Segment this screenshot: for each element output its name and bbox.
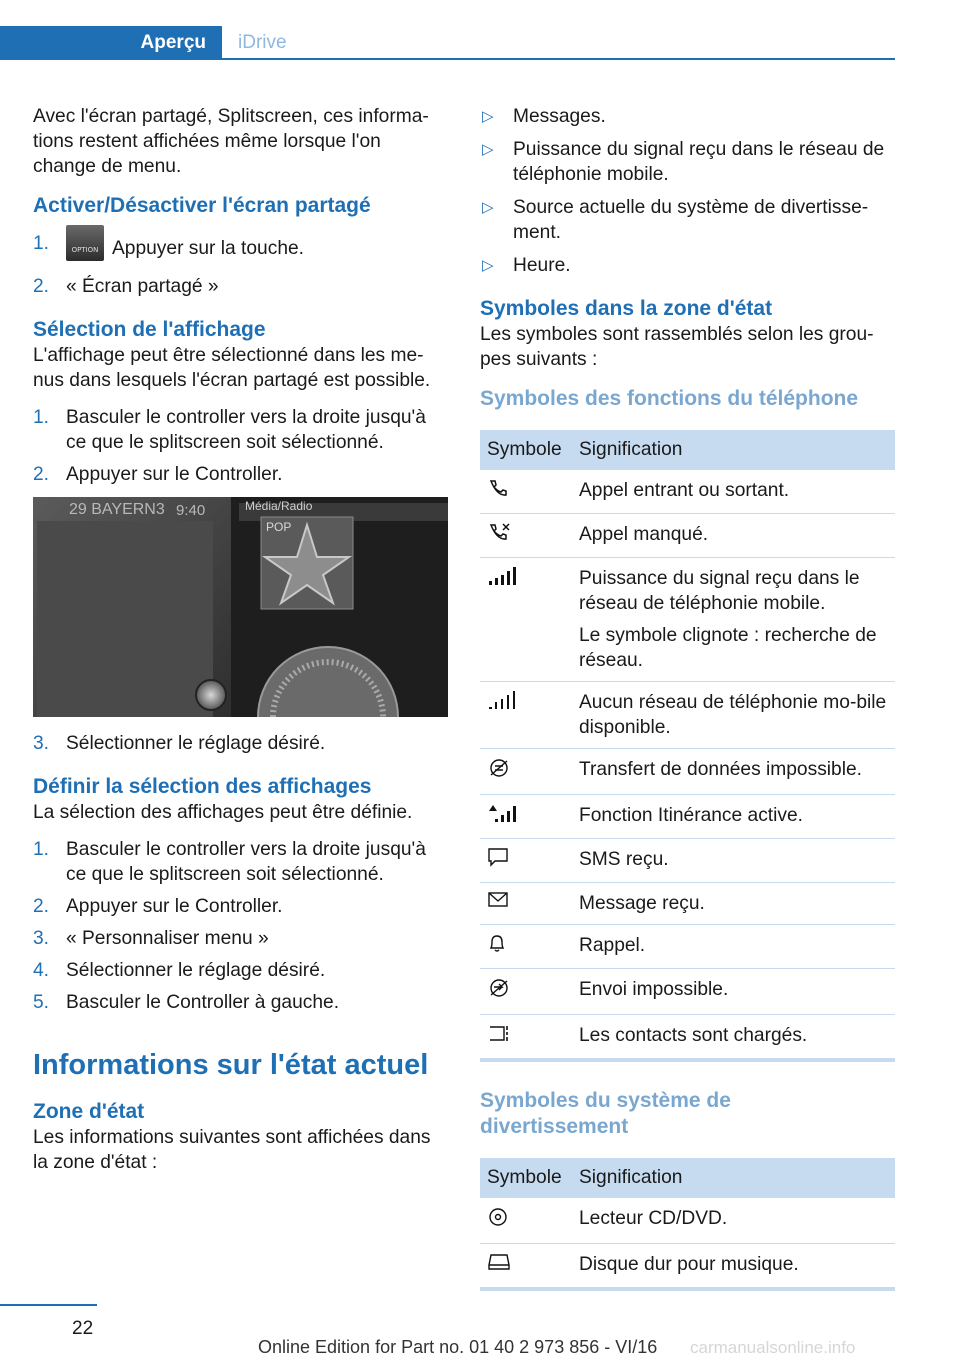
selection-step-3 <box>33 731 448 756</box>
phone-symbols-table <box>480 430 895 1062</box>
table-row <box>480 682 895 749</box>
contacts-loaded-icon <box>480 1015 572 1061</box>
step-item <box>33 894 448 919</box>
tab-apercu[interactable]: Aperçu <box>0 26 222 60</box>
list-item-text: Source actuelle du système de divertisse-ment. <box>513 197 869 243</box>
bell-icon <box>480 925 572 969</box>
column-header-meaning: Signification <box>572 1158 895 1198</box>
header-bar <box>0 26 895 60</box>
step-number: 3. <box>33 733 50 754</box>
step-text: « Écran partagé » <box>66 276 219 297</box>
step-number: 2. <box>33 276 50 297</box>
step-text: Basculer le Controller à gauche. <box>66 992 340 1013</box>
table-cell-meaning: SMS reçu. <box>572 839 895 883</box>
step-item <box>33 990 448 1015</box>
table-cell-meaning: Appel manqué. <box>572 514 895 558</box>
page-number: 22 <box>72 1318 94 1339</box>
step-number: 1. <box>33 407 50 428</box>
heading-phone-symbols: Symboles des fonctions du téléphone <box>480 387 859 410</box>
selection-steps <box>33 405 448 487</box>
heading-entertainment-symbols: Symboles du système de divertissement <box>480 1089 731 1138</box>
status-info-list <box>480 104 895 278</box>
signal-strength-icon <box>480 558 572 682</box>
define-paragraph: La sélection des affichages peut être définie. <box>33 802 413 823</box>
zone-paragraph: Les informations suivantes sont affichées dans la zone d'état : <box>33 1127 431 1173</box>
step-number: 2. <box>33 464 50 485</box>
step-number: 1. <box>33 233 50 254</box>
genre-label: POP <box>266 520 292 534</box>
table-header-row <box>480 1158 895 1198</box>
edition-text: Online Edition for Part no. 01 40 2 973 856 - VI/16 <box>258 1337 658 1357</box>
heading-activate: Activer/Désactiver l'écran partagé <box>33 194 371 217</box>
define-steps <box>33 837 448 1015</box>
list-item-text: Heure. <box>513 255 571 276</box>
triangle-bullet-icon: ▷ <box>482 257 494 274</box>
no-signal-icon <box>480 682 572 749</box>
step-text: Appuyer sur le Controller. <box>66 464 283 485</box>
step-number: 4. <box>33 960 50 981</box>
step-number: 2. <box>33 896 50 917</box>
step-item <box>33 274 448 299</box>
step-number: 5. <box>33 992 50 1013</box>
table-row <box>480 839 895 883</box>
table-cell-meaning: Puissance du signal reçu dans le réseau de téléphonie mobile. Le symbole clignote : recherche de réseau. <box>572 558 895 682</box>
step-number: 3. <box>33 928 50 949</box>
watermark: carmanualsonline.info <box>690 1338 856 1357</box>
list-item <box>480 104 895 129</box>
step-text: Basculer le controller vers la droite jusqu'à ce que le splitscreen soit sélectionné. <box>66 407 426 453</box>
step-item <box>33 231 448 267</box>
left-column <box>33 104 448 1187</box>
heading-zone: Zone d'état <box>33 1100 145 1123</box>
table-cell-meaning: Aucun réseau de téléphonie mo-bile disponible. <box>572 682 895 749</box>
data-transfer-impossible-icon <box>480 749 572 795</box>
splitscreen-photo <box>33 497 448 717</box>
table-row <box>480 514 895 558</box>
activate-steps <box>33 231 448 299</box>
footer-rule <box>0 1304 97 1306</box>
table-cell-meaning: Lecteur CD/DVD. <box>572 1198 895 1244</box>
table-row <box>480 749 895 795</box>
table-row <box>480 883 895 925</box>
step-text: Sélectionner le réglage désiré. <box>66 960 326 981</box>
panel-title: Média/Radio <box>245 499 313 513</box>
table-cell-meaning: Les contacts sont chargés. <box>572 1015 895 1061</box>
list-item-text: Puissance du signal reçu dans le réseau de téléphonie mobile. <box>513 139 885 185</box>
list-item-text: Messages. <box>513 106 606 127</box>
step-text: Appuyer sur le Controller. <box>66 896 283 917</box>
tab-idrive[interactable]: iDrive <box>238 32 287 53</box>
table-row <box>480 795 895 839</box>
step-item <box>33 926 448 951</box>
table-cell-meaning: Fonction Itinérance active. <box>572 795 895 839</box>
table-row <box>480 1244 895 1290</box>
station-label: 29 BAYERN3 <box>69 501 165 518</box>
right-column <box>480 104 895 1291</box>
table-cell-meaning: Message reçu. <box>572 883 895 925</box>
list-item <box>480 253 895 278</box>
step-item <box>33 837 448 887</box>
table-row <box>480 1015 895 1061</box>
step-text: Sélectionner le réglage désiré. <box>66 733 326 754</box>
intro-paragraph: Avec l'écran partagé, Splitscreen, ces informa-tions restent affichées même lorsque l'on change de menu. <box>33 106 429 177</box>
column-header-symbol: Symbole <box>480 1158 572 1198</box>
roaming-icon <box>480 795 572 839</box>
time-label: 9:40 <box>176 502 206 519</box>
table-header-row <box>480 430 895 470</box>
table-row <box>480 925 895 969</box>
step-text: « Personnaliser menu » <box>66 928 269 949</box>
table-cell-meaning: Envoi impossible. <box>572 969 895 1015</box>
symbols-paragraph: Les symboles sont rassemblés selon les grou-pes suivants : <box>480 324 874 370</box>
list-item <box>480 195 895 245</box>
missed-call-icon <box>480 514 572 558</box>
option-button-icon: OPTION <box>66 225 104 261</box>
triangle-bullet-icon: ▷ <box>482 141 494 158</box>
cd-dvd-icon <box>480 1198 572 1244</box>
step-item <box>33 958 448 983</box>
table-row <box>480 558 895 682</box>
hard-disk-icon <box>480 1244 572 1290</box>
envelope-icon <box>480 883 572 925</box>
table-row <box>480 969 895 1015</box>
heading-symbols: Symboles dans la zone d'état <box>480 297 773 320</box>
step-item <box>33 405 448 455</box>
table-cell-meaning: Disque dur pour musique. <box>572 1244 895 1290</box>
table-cell-meaning: Appel entrant ou sortant. <box>572 470 895 514</box>
phone-call-icon <box>480 470 572 514</box>
column-header-symbol: Symbole <box>480 430 572 470</box>
table-cell-meaning: Transfert de données impossible. <box>572 749 895 795</box>
table-row <box>480 1198 895 1244</box>
list-item <box>480 137 895 187</box>
table-cell-meaning: Rappel. <box>572 925 895 969</box>
step-text: Basculer le controller vers la droite jusqu'à ce que le splitscreen soit sélectionné. <box>66 839 426 885</box>
entertainment-symbols-table <box>480 1158 895 1291</box>
selection-paragraph: L'affichage peut être sélectionné dans les me-nus dans lesquels l'écran partagé est possible. <box>33 345 431 391</box>
heading-define: Définir la sélection des affichages <box>33 775 372 798</box>
heading-selection: Sélection de l'affichage <box>33 318 266 341</box>
step-item <box>33 731 448 756</box>
heading-info: Informations sur l'état actuel <box>33 1049 429 1081</box>
triangle-bullet-icon: ▷ <box>482 199 494 216</box>
triangle-bullet-icon: ▷ <box>482 108 494 125</box>
step-text: Appuyer sur la touche. <box>112 238 304 260</box>
send-impossible-icon <box>480 969 572 1015</box>
column-header-meaning: Signification <box>572 430 895 470</box>
table-row <box>480 470 895 514</box>
step-number: 1. <box>33 839 50 860</box>
splitscreen-illustration <box>33 497 448 717</box>
step-item <box>33 462 448 487</box>
sms-icon <box>480 839 572 883</box>
